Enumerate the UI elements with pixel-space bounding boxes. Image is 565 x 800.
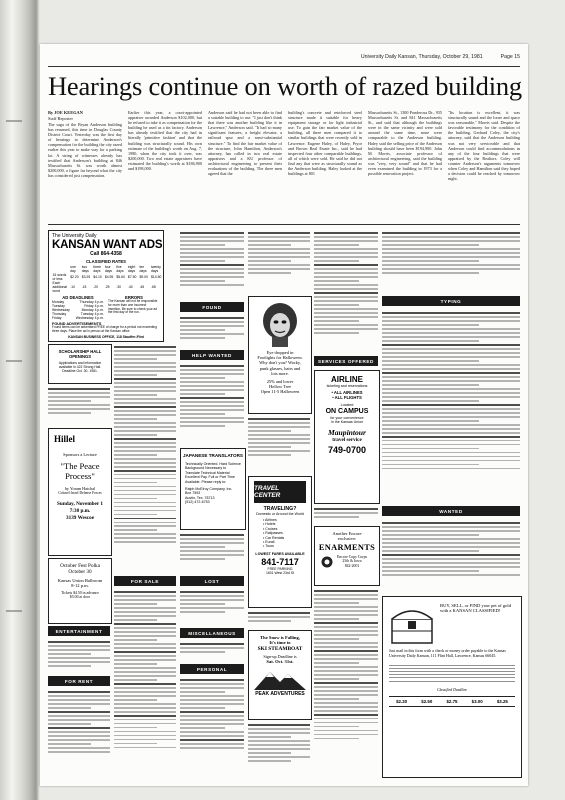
ski-steamboat-ad xyxy=(248,630,312,720)
order-form-deadline: Classified Deadline xyxy=(436,687,468,692)
travel-center-sub: Domestic or Around the World xyxy=(256,512,304,516)
deadline-time: Friday 4 p.m. xyxy=(84,304,104,308)
hillel-lecture-title: "The Peace Process" xyxy=(60,461,100,481)
enarments-phone: 842-2001 xyxy=(344,563,360,568)
enarments-ad xyxy=(314,526,380,586)
deadline-day: Monday xyxy=(52,300,65,304)
masthead-rule xyxy=(48,66,520,67)
travel-center-logo: TRAVEL CENTER xyxy=(254,481,306,503)
wanted-listings xyxy=(382,520,520,590)
order-form-price: $3.25 xyxy=(496,698,508,704)
deadline-day: Thursday xyxy=(52,312,67,316)
story-column-3 xyxy=(208,110,282,220)
travel-center-list xyxy=(263,518,311,549)
story-bottom-rule xyxy=(48,224,520,225)
story-column-6 xyxy=(448,110,520,220)
classified-listings-col-d3 xyxy=(248,610,310,626)
rate-column-header: eight days xyxy=(127,265,136,273)
found-listings xyxy=(180,315,244,347)
oktoberfest-place: Kansas Union Ballroom xyxy=(57,578,103,583)
footlights-line-6: 25% and lower xyxy=(266,379,294,385)
airline-item: • ALL FLIGHTS xyxy=(332,395,362,400)
rate-cell: .65 xyxy=(151,285,156,289)
travel-list-item: • Tours xyxy=(263,544,274,549)
oktoberfest-tickets: Tickets $4.50 in advance xyxy=(61,591,99,595)
rate-cell: $14.50 xyxy=(151,275,162,279)
oktoberfest-door: $5.00 at door xyxy=(69,595,91,599)
footlights-line-2: Footlights for Halloween. xyxy=(257,355,303,361)
section-services-offered: SERVICES OFFERED xyxy=(314,356,378,366)
oktoberfest-date: October 30 xyxy=(68,569,92,575)
airline-convenience: for your convenience xyxy=(330,416,364,420)
airline-item: • ALL AIRLINES xyxy=(331,390,363,395)
maupintour-brand-2: travel service xyxy=(332,437,362,443)
hillel-sponsors: Sponsors a Lecture xyxy=(63,452,97,457)
rates-row xyxy=(51,273,163,281)
lost-listings xyxy=(180,589,244,625)
rates-header-row xyxy=(51,265,163,273)
rate-row-label: Each additional word xyxy=(52,281,68,293)
errors-title: ERRORS xyxy=(125,295,143,300)
hillel-speaker-title: Colonel Israel Defense Forces xyxy=(58,491,102,495)
order-form-ad xyxy=(382,596,522,778)
rate-row-label: 15 words or less xyxy=(52,273,67,281)
section-personal: PERSONAL xyxy=(180,664,244,674)
section-for-rent: FOR RENT xyxy=(48,676,110,686)
travel-list-item: • Car Rentals xyxy=(263,535,285,540)
hillel-speaker: by Yoram Hatchal xyxy=(64,486,96,491)
order-form-body: Just mail in this form with a check or money order payable to the Kansas University Daily Kansan, 111 Flint Hall, Lawrence, Kansas 66045. xyxy=(389,648,506,658)
travel-center-tag: TRAVELING? xyxy=(263,506,297,512)
rate-cell: $7.50 xyxy=(127,275,137,279)
hillel-date: Sunday, November 1 xyxy=(57,501,103,507)
hillel-place: 3139 Wescoe xyxy=(66,515,94,521)
ski-title-2: It's time to xyxy=(269,640,291,645)
rate-cell: .45 xyxy=(139,285,145,289)
travel-list-item: • Eurail xyxy=(263,540,275,545)
footlights-line-8: Open 11-5 Halloween xyxy=(260,389,300,395)
ski-brand: PEAK ADVENTURES xyxy=(255,691,305,697)
story-text: Massachusetts St., 1300 Ponderosa Dr., 935 Massachusetts St. and 841 Massachusetts St., and said that although the buildings were in the same vicinity and were sold around the same time, none were comparable to the Anderson building. Haley said the selling price of the Anderson building should have been $194,900. John M. Morris, associate professor of architectural engineering, said the building was "very, very sound" and that he had even examined the building in 1973 for a possible renovation project. xyxy=(368,110,442,177)
page-masthead xyxy=(48,54,520,64)
treasure-chest-icon xyxy=(389,603,435,645)
maupintour-brand: Maupintour xyxy=(328,428,366,437)
found-ads-title: FOUND ADVERTISEMENTS xyxy=(52,322,102,326)
ski-title: The Snow is Falling, xyxy=(260,635,300,640)
footlights-line-5: lots more. xyxy=(271,370,289,376)
enarments-address: 25th & Iowa xyxy=(342,559,362,564)
travel-center-phone: 841-7117 xyxy=(261,556,299,567)
enarments-sub: Encore Copy Corps xyxy=(337,555,367,559)
rate-cell: $9.00 xyxy=(139,275,148,279)
deadlines-list xyxy=(52,300,104,320)
story-column-2 xyxy=(128,110,202,220)
classified-listings-col-c2 xyxy=(180,532,244,572)
miscellaneous-listings xyxy=(180,641,244,661)
rate-cell: $5.60 xyxy=(116,275,125,279)
hillel-time: 7:30 p.m. xyxy=(69,508,91,514)
rate-cell: .30 xyxy=(116,285,122,289)
airline-located: Located xyxy=(340,403,354,407)
page-binding xyxy=(0,0,40,800)
hillel-ad xyxy=(48,428,112,556)
ski-event: SKI STEAMBOAT xyxy=(257,646,303,652)
enarments-big: ENARMENTS xyxy=(318,543,376,552)
classified-phone: Call 864-4358 xyxy=(90,251,122,257)
classified-listings-col-d xyxy=(248,230,310,292)
footlights-line-3: Why don't you? Wacky, xyxy=(259,360,301,366)
classified-paper-line: The University Daily xyxy=(52,233,97,239)
rates-title: CLASSIFIED RATES xyxy=(86,259,126,264)
section-entertainment: ENTERTAINMENT xyxy=(48,626,110,636)
scholarship-title: SCHOLARSHIP HALL OPENINGS xyxy=(58,349,102,359)
travel-center-ad xyxy=(248,476,312,608)
deadline-time: Monday 4 p.m. xyxy=(81,308,104,312)
translators-title: JAPANESE TRANSLATORS xyxy=(183,453,243,458)
section-found: FOUND xyxy=(180,302,244,312)
entertainment-listings xyxy=(48,639,110,674)
scholarship-ad xyxy=(48,344,112,384)
travel-center-rates: LOWEST FARES AVAILABLE xyxy=(255,551,305,556)
travel-center-address: 1601 West 23rd St xyxy=(265,570,295,575)
order-form-price: $2.20 xyxy=(396,698,408,704)
rate-cell: $2.20 xyxy=(70,275,79,279)
rate-column-header: five days xyxy=(116,265,124,273)
travel-list-item: • Railpasses xyxy=(263,531,283,536)
section-help-wanted: HELP WANTED xyxy=(180,350,244,360)
found-ads-text: Found items can be advertised FREE of charge for a period not exceeding three days. Place the ad in person at the Kansan office. xyxy=(52,325,157,333)
order-form-price: $3.00 xyxy=(471,698,483,704)
classified-title: KANSAN WANT ADS xyxy=(52,239,163,251)
deadline-day: Friday xyxy=(52,316,62,320)
deadline-time: Wednesday 4 p.m. xyxy=(75,316,104,320)
errors-text: The Kansan will not be responsible for more than one incorrect insertion. Be sure to check your ad the first day of the run. xyxy=(108,299,158,315)
translators-phone: (512) 472-6753 xyxy=(185,500,210,505)
deadline-time: Thursday 4 p.m. xyxy=(79,300,104,304)
classified-listings-col-b xyxy=(114,344,176,572)
footlights-line-4: punk glasses, hairs and xyxy=(259,365,301,371)
classified-listings-col-e xyxy=(314,230,378,352)
rate-cell: .10 xyxy=(70,285,75,289)
airline-title: AIRLINE xyxy=(331,375,363,384)
enarments-line-2: exclusive: xyxy=(337,536,357,541)
airline-phone: 749-0700 xyxy=(327,445,367,455)
footlights-line-7: Hollow Tree xyxy=(268,384,292,390)
section-miscellaneous: MISCELLANEOUS xyxy=(180,628,244,638)
section-lost: LOST xyxy=(180,576,244,586)
classified-text-block xyxy=(48,386,110,424)
story-byline-title: Staff Reporter xyxy=(48,116,73,121)
hillel-org: Hillel xyxy=(54,434,75,444)
story-text: Earlier this year, a court-appointed appraiser awarded Anderson $102,000, but he refused to take it as compensation for the building he used as a tin factory. Anderson has already testified that the city had in literally 'primitive fashion' and that the building was structurally sound. His own estimate of the building's worth on Aug. 7, 1980, when the city took it over, was $200,000. Two real estate appraisers have estimated the building's worth at $186,900 and $198,000. xyxy=(128,110,202,172)
story-byline: By JOE KEEGAN xyxy=(48,110,83,115)
rates-row xyxy=(51,281,163,293)
airline-sub: ticketing and reservations xyxy=(326,384,368,388)
translators-city: Austin, Tex. 78713 xyxy=(185,495,215,500)
airline-items xyxy=(315,390,379,400)
order-form-price: $2.75 xyxy=(446,698,458,704)
for-rent-listings xyxy=(48,689,110,779)
classified-listings-col-d4 xyxy=(248,722,310,778)
page-headline: Hearings continue on worth of razed building xyxy=(48,71,522,101)
travel-list-item: • Hotels xyxy=(263,522,276,527)
rate-column-header: four days xyxy=(104,265,112,273)
travel-center-free: FREE PARKING xyxy=(267,566,293,571)
order-form-title: BUY, SELL, or FIND your pet of gold with a KANSAN CLASSIFIED! xyxy=(440,603,511,614)
rate-column-header: one day xyxy=(70,265,76,273)
story-column-4 xyxy=(288,110,362,220)
order-form-price: $2.50 xyxy=(421,698,433,704)
classified-listings-col-c xyxy=(180,230,244,298)
rates-table xyxy=(51,265,163,293)
mountain-icon xyxy=(254,668,306,690)
rate-cell: .40 xyxy=(127,285,133,289)
help-wanted-listings xyxy=(180,363,244,443)
page-number: Page 15 xyxy=(500,54,520,60)
for-sale-listings xyxy=(114,589,176,779)
rate-column-header: ten days xyxy=(139,265,147,273)
deadline-day: Wednesday xyxy=(52,308,70,312)
typing-listings xyxy=(382,310,520,502)
rate-cell: $3.25 xyxy=(81,275,91,279)
oktoberfest-title: October Fest Polka xyxy=(60,563,100,569)
enarments-line-1: Another Encore xyxy=(332,531,362,536)
airline-ad xyxy=(314,370,380,504)
paper-dateline: University Daily Kansan, Thursday, October 29, 1981 xyxy=(360,54,483,60)
story-column-5 xyxy=(368,110,442,220)
classified-header-box xyxy=(48,230,164,342)
personal-listings xyxy=(180,677,244,779)
rate-column-header: two days xyxy=(81,265,89,273)
footlights-line-1: Eye dropped in xyxy=(266,350,294,355)
story-text: The saga of the Bryan Anderson building has resumed, this time in Douglas County District Court. Yesterday was the first day of hearings to determine Anderson's compensation for the building the city razed earlier this year to make way for a parking lot. A string of witnesses already has testified that Anderson's building at 846 Massachusetts St. was worth almost $200,000, a figure far beyond what the city has considered just compensation. xyxy=(48,122,122,178)
translators-ad xyxy=(180,448,246,530)
story-text: Anderson said he had not been able to find a suitable building to use. "I just don't think that there was another building like it in Lawrence," Anderson said. "It had so many significant features, a freight elevator, a railroad spur and a semi-substantial structure." To find the fair market value of the structure, John Hamilton, Anderson's attorney, has called in two real estate appraisers and a KU professor of architectural engineering to present their evaluations of the building. The three men agreed that the xyxy=(208,110,282,177)
encore-logo-icon xyxy=(321,556,333,568)
deadlines-title: AD DEADLINES xyxy=(62,295,94,300)
halloween-mask-icon xyxy=(260,301,300,347)
footlights-ad xyxy=(248,296,312,414)
translators-contact: Ralph McElroy Company, Inc. xyxy=(185,487,233,492)
deadline-day: Tuesday xyxy=(52,304,65,308)
rate-cell: $4.10 xyxy=(93,275,102,279)
rate-column-header: three days xyxy=(93,265,101,273)
oktoberfest-ad xyxy=(48,558,112,624)
travel-list-item: • Airlines xyxy=(263,518,277,522)
deadline-time: Tuesday 4 p.m. xyxy=(80,312,104,316)
story-text: building's concrete and reinforced steel structure made it suitable for heavy equipment storage or for light industrial use. To gain the fair market value of the building, all three men compared it to similar buildings that were recently sold in Lawrence. Eugene Haley, of Haley, Pryor and Brown Real Estate Inc., said he had inspected four other comparable buildings, all of which were sold. He said he did not find any that were as structurally sound as the Anderson building. Haley looked at the buildings at 801 xyxy=(288,110,362,177)
newspaper-page xyxy=(40,44,528,786)
travel-list-item: • Cruises xyxy=(263,526,278,531)
order-form-prices xyxy=(389,696,515,707)
airline-union: in the Kansas Union xyxy=(330,420,364,424)
oktoberfest-time: 8-12 p.m. xyxy=(71,583,89,588)
ski-signup: Sign-up Deadline is xyxy=(263,654,297,659)
airline-on-campus: ON CAMPUS xyxy=(325,408,369,415)
section-wanted: WANTED xyxy=(382,506,520,516)
classified-office: KANSAN BUSINESS OFFICE, 118 Stauffer-Flint xyxy=(68,334,144,339)
story-text: "Its location is excellent, it was structurally sound and the loose and space was reasonable," Morris said. Despite the favorable testimony for the condition of the building, Gerhard Coley, the city's attorney, said that the Anderson building was not very serviceable and that Anderson could find accommodations in any of the four buildings that were appraised by the Realtors. Coley will counter Anderson's arguments tomorrow when Coley and Hamilton said they hoped a decision could be reached by tomorrow night. xyxy=(448,110,520,182)
classified-listings-col-d2 xyxy=(248,416,310,472)
rate-cell: .15 xyxy=(81,285,87,289)
rate-cell: .25 xyxy=(104,285,110,289)
story-column-1 xyxy=(48,110,122,220)
scholarship-body: Applications and information available in 422 Strong Hall. Deadline Oct. 30, 1981. xyxy=(58,361,102,373)
rate-column-header: twenty days xyxy=(151,265,161,273)
rate-cell: $4.95 xyxy=(104,275,114,279)
deadline-row xyxy=(52,316,104,320)
translators-box: Box 7593 xyxy=(185,491,201,496)
classified-listings-col-e3 xyxy=(314,588,378,778)
classified-listings-col-f xyxy=(382,230,520,292)
translators-body: Technically Oriented. Hard Science Background Necessary to Translate Technical Material Excellent Pay. Full or Part Time Available. Please reply to: xyxy=(185,462,241,484)
rate-cell: .20 xyxy=(93,285,98,289)
section-typing: TYPING xyxy=(382,296,520,306)
ski-date: Sat. Oct. 31st. xyxy=(266,659,294,664)
section-for-sale: FOR SALE xyxy=(114,576,176,586)
classified-listings-col-e2 xyxy=(314,506,378,522)
